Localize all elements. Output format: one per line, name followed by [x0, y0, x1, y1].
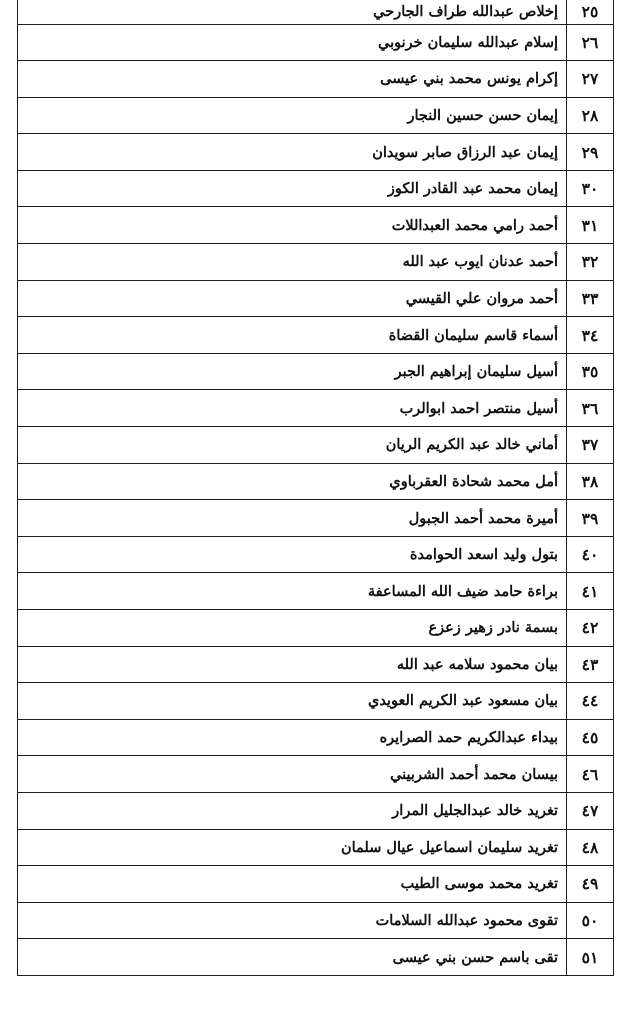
table-row	[18, 24, 614, 61]
table-row	[18, 61, 614, 98]
table-row	[18, 0, 614, 24]
row-number: ٣٢	[567, 244, 614, 281]
row-number: ٥٠	[567, 902, 614, 939]
table-row	[18, 463, 614, 500]
student-name: أميرة محمد أحمد الجبول	[18, 500, 567, 537]
row-number: ٤٦	[567, 756, 614, 793]
student-name: بتول وليد اسعد الحوامدة	[18, 536, 567, 573]
student-name: تغريد خالد عبدالجليل المرار	[18, 792, 567, 829]
row-number: ٤٢	[567, 610, 614, 647]
row-number: ٢٧	[567, 61, 614, 98]
table-row	[18, 427, 614, 464]
row-number: ٤٨	[567, 829, 614, 866]
row-number: ٤٩	[567, 866, 614, 903]
student-name: بيسان محمد أحمد الشربيني	[18, 756, 567, 793]
table-row	[18, 97, 614, 134]
student-name: إسلام عبدالله سليمان خرنوبي	[18, 24, 567, 61]
row-number: ٤١	[567, 573, 614, 610]
student-name: أسيل سليمان إبراهيم الجبر	[18, 353, 567, 390]
row-number: ٢٨	[567, 97, 614, 134]
row-number: ٤٣	[567, 646, 614, 683]
table-row	[18, 536, 614, 573]
table-row	[18, 683, 614, 720]
table-row	[18, 500, 614, 537]
row-number: ٣٧	[567, 427, 614, 464]
student-name: أسيل منتصر احمد ابوالرب	[18, 390, 567, 427]
student-name: أمل محمد شحادة العقرباوي	[18, 463, 567, 500]
row-number: ٣١	[567, 207, 614, 244]
row-number: ٣٦	[567, 390, 614, 427]
names-table	[17, 0, 614, 976]
table-row	[18, 756, 614, 793]
table-row	[18, 390, 614, 427]
student-name: إيمان عبد الرزاق صابر سويدان	[18, 134, 567, 171]
student-name: تقوى محمود عبدالله السلامات	[18, 902, 567, 939]
table-row	[18, 719, 614, 756]
document-page	[17, 0, 614, 976]
student-name: بيداء عبدالكريم حمد الصرايره	[18, 719, 567, 756]
table-row	[18, 610, 614, 647]
row-number: ٢٩	[567, 134, 614, 171]
table-row	[18, 646, 614, 683]
student-name: إيمان حسن حسين النجار	[18, 97, 567, 134]
student-name: براءة حامد ضيف الله المساعفة	[18, 573, 567, 610]
student-name: تغريد محمد موسى الطيب	[18, 866, 567, 903]
student-name: أماني خالد عبد الكريم الريان	[18, 427, 567, 464]
table-row	[18, 353, 614, 390]
row-number: ٣٣	[567, 280, 614, 317]
table-row	[18, 134, 614, 171]
names-table-body	[18, 0, 614, 975]
row-number: ٤٤	[567, 683, 614, 720]
student-name: أسماء قاسم سليمان القضاة	[18, 317, 567, 354]
student-name: إيمان محمد عبد القادر الكوز	[18, 170, 567, 207]
row-number: ٤٧	[567, 792, 614, 829]
student-name: أحمد مروان علي القيسي	[18, 280, 567, 317]
student-name: بيان مسعود عبد الكريم العويدي	[18, 683, 567, 720]
row-number: ٣٠	[567, 170, 614, 207]
row-number: ٢٥	[567, 0, 614, 24]
row-number: ٣٩	[567, 500, 614, 537]
row-number: ٣٤	[567, 317, 614, 354]
student-name: إخلاص عبدالله طراف الجارحي	[18, 0, 567, 24]
table-row	[18, 170, 614, 207]
table-row	[18, 207, 614, 244]
row-number: ٤٠	[567, 536, 614, 573]
row-number: ٤٥	[567, 719, 614, 756]
student-name: بيان محمود سلامه عبد الله	[18, 646, 567, 683]
student-name: تقى باسم حسن بني عيسى	[18, 939, 567, 976]
row-number: ٥١	[567, 939, 614, 976]
table-row	[18, 244, 614, 281]
table-row	[18, 280, 614, 317]
table-row	[18, 866, 614, 903]
student-name: تغريد سليمان اسماعيل عيال سلمان	[18, 829, 567, 866]
row-number: ٣٨	[567, 463, 614, 500]
row-number: ٢٦	[567, 24, 614, 61]
student-name: إكرام يونس محمد بني عيسى	[18, 61, 567, 98]
table-row	[18, 902, 614, 939]
table-row	[18, 573, 614, 610]
table-row	[18, 317, 614, 354]
table-row	[18, 829, 614, 866]
student-name: بسمة نادر زهير زعزع	[18, 610, 567, 647]
table-row	[18, 792, 614, 829]
student-name: أحمد عدنان ايوب عبد الله	[18, 244, 567, 281]
table-row	[18, 939, 614, 976]
student-name: أحمد رامي محمد العبداللات	[18, 207, 567, 244]
row-number: ٣٥	[567, 353, 614, 390]
